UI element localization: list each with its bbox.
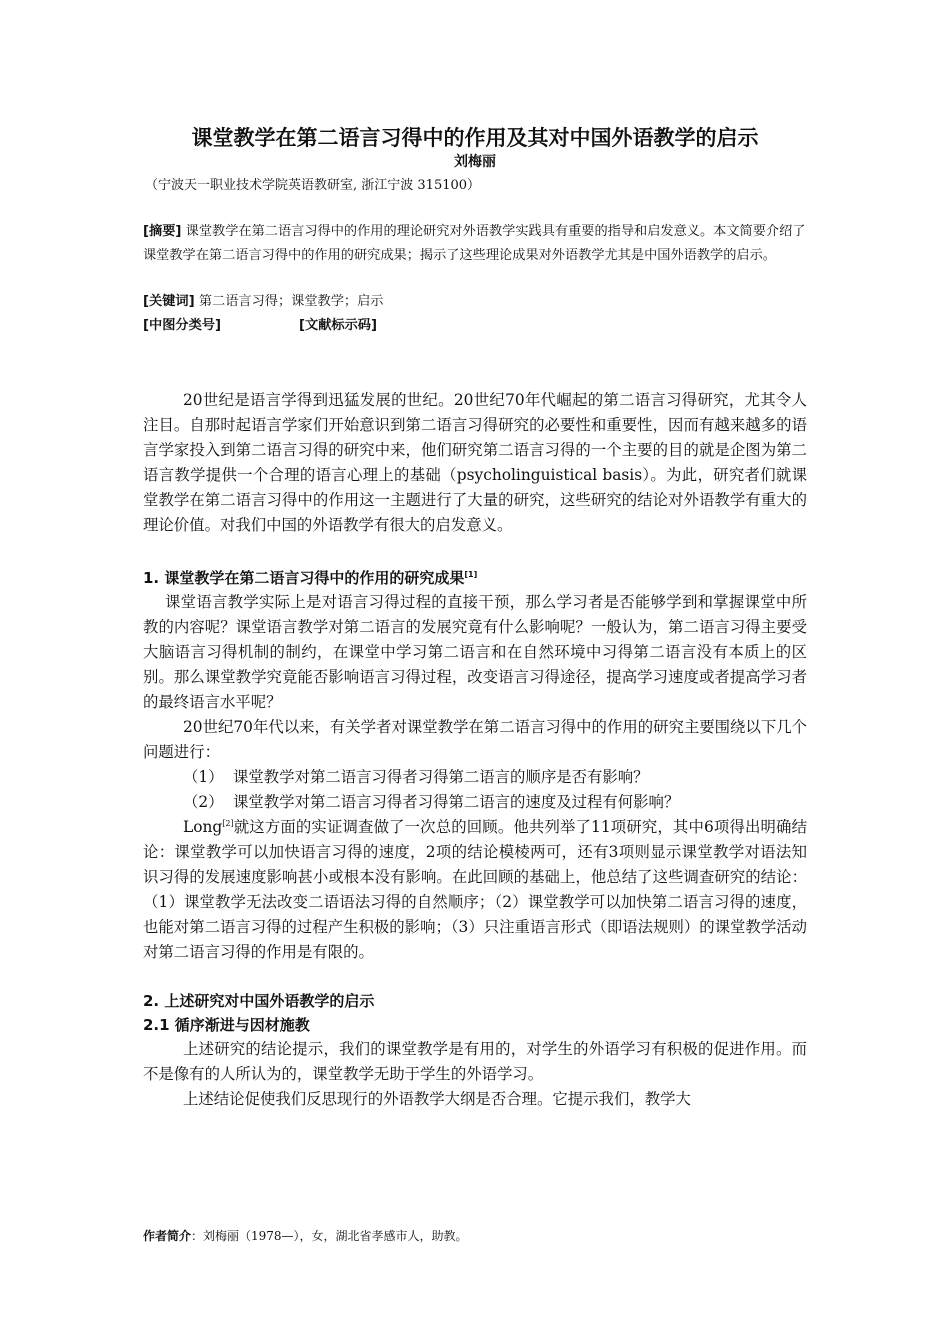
author-bio-label: 作者简介 (143, 1229, 192, 1243)
section1-para1: 课堂语言教学实际上是对语言习得过程的直接干预，那么学习者是否能够学到和掌握课堂中所教的内容呢？课堂语言教学对第二语言的发展究竟有什么影响呢？一般认为，第二语言习得主要受大脑语言习得机制的制约，在课堂中学习第二语言和在自然环境中习得第二语言没有本质上的区别。那么课堂教学究竟能否影响语言习得过程，改变语言习得途径，提高学习速度或者提高学习者的最终语言水平呢？ (143, 593, 807, 711)
keywords-text: 第二语言习得；课堂教学；启示 (198, 294, 384, 309)
section1-citation: [1] (464, 570, 478, 579)
author-bio-text: ：刘梅丽（1978—），女，湖北省孝感市人，助教。 (191, 1229, 468, 1243)
intro-paragraph: 20世纪是语言学得到迅猛发展的世纪。20世纪70年代崛起的第二语言习得研究，尤其令人注目。自那时起语言学家们开始意识到第二语言习得研究的必要性和重要性，因而有越来越多的语言学家投入到第二语言习得的研究中来，他们研究第二语言习得的一个主要的目的就是企图为第二语言教学提供一个合理的语言心理上的基础（psycholinguistical basis）。为此，研究者们就课堂教学在第二语言习得中的作用这一主题进行了大量的研究，这些研究的结论对外语教学有重大的理论价值。对我们中国的外语教学有很大的启发意义。 (143, 391, 807, 534)
abstract (143, 220, 807, 268)
section1-heading-text: 1. 课堂教学在第二语言习得中的作用的研究成果 (143, 569, 465, 587)
abstract-text: 课堂教学在第二语言习得中的作用的理论研究对外语教学实践具有重要的指导和启发意义。本文简要介绍了课堂教学在第二语言习得中的作用的研究成果；揭示了这些理论成果对外语教学尤其是中国外语教学的启示。 (143, 224, 806, 263)
author-name: 刘梅丽 (454, 154, 496, 170)
question-number: （1） (183, 768, 224, 786)
question-text: 课堂教学对第二语言习得者习得第二语言的速度及过程有何影响？ (233, 793, 680, 811)
question-item (143, 765, 807, 790)
keywords (143, 290, 807, 314)
keywords-label: [关键词] (143, 294, 195, 309)
section1-para3-text: 就这方面的实证调查做了一次总的回顾。他共列举了11项研究，其中6项得出明确结论：课堂教学可以加快语言习得的速度，2项的结论模棱两可，还有3项则显示课堂教学对语法知识习得的发展速度影响甚小或根本没有影响。在此回顾的基础上，他总结了这些调查研究的结论：（1）课堂教学无法改变二语语法习得的自然顺序；（2）课堂教学可以加快第二语言习得的速度，也能对第二语言习得的过程产生积极的影响；（3）只注重语言形式（即语法规则）的课堂教学活动对第二语言习得的作用是有限的。 (143, 818, 807, 961)
section2-para2: 上述结论促使我们反思现行的外语教学大纲是否合理。它提示我们，教学大 (183, 1090, 691, 1108)
section1-para2: 20世纪70年代以来，有关学者对课堂教学在第二语言习得中的作用的研究主要围绕以下几个问题进行： (143, 718, 808, 761)
classification-line (143, 314, 807, 338)
paper-page (143, 124, 807, 1112)
paper-title: 课堂教学在第二语言习得中的作用及其对中国外语教学的启示 (191, 126, 759, 150)
section1-heading (143, 566, 807, 590)
section2-para1: 上述研究的结论提示，我们的课堂教学是有用的，对学生的外语学习有积极的促进作用。而不是像有的人所认为的，课堂教学无助于学生的外语学习。 (143, 1040, 807, 1083)
long-author: Long (183, 818, 223, 836)
question-number: （2） (183, 793, 224, 811)
affiliation: （宁波天一职业技术学院英语教研室, 浙江宁波 315100） (145, 178, 481, 193)
long-citation: [2] (222, 818, 234, 828)
section2-heading: 2. 上述研究对中国外语教学的启示 (143, 992, 375, 1010)
clc-label: [中图分类号] (143, 318, 221, 333)
section1-para3 (143, 815, 807, 965)
abstract-label: [摘要] (143, 224, 182, 239)
section2-subheading: 2.1 循序渐进与因材施教 (143, 1016, 310, 1034)
question-text: 课堂教学对第二语言习得者习得第二语言的顺序是否有影响？ (233, 768, 649, 786)
question-item (143, 790, 807, 815)
doc-code-label: [文献标示码] (299, 318, 377, 333)
author-bio-footnote (143, 1227, 468, 1245)
